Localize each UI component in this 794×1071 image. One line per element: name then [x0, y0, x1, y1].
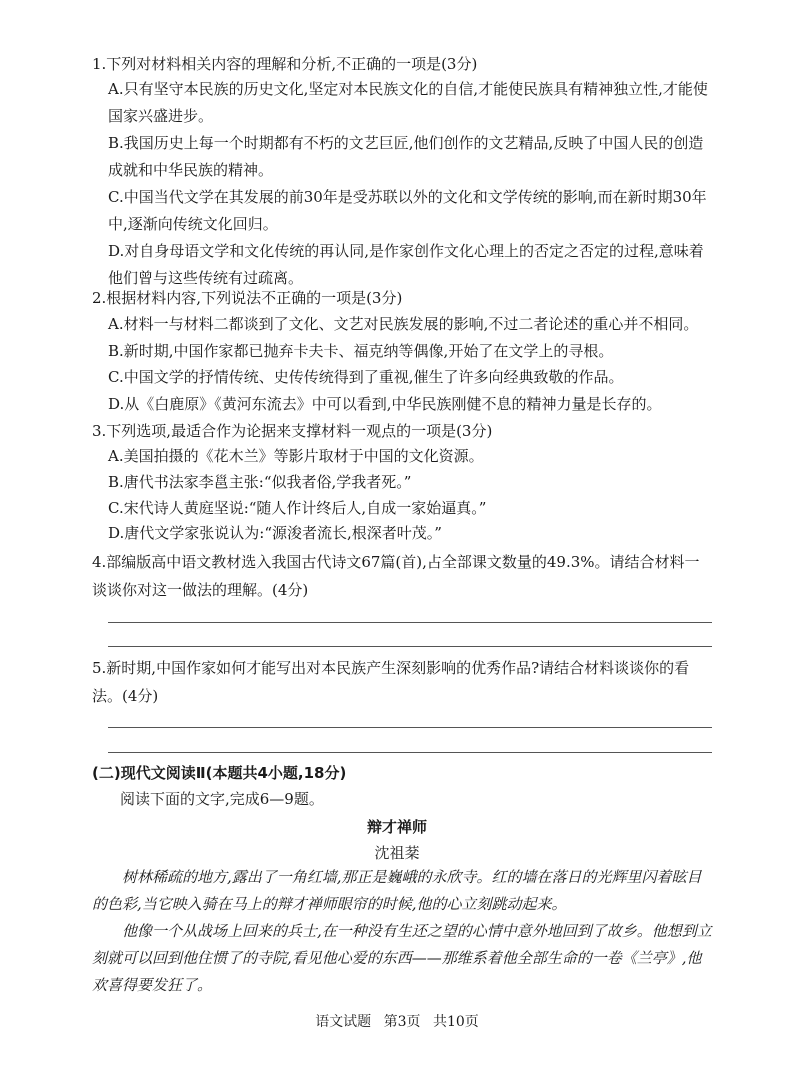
question-3-option-c: C.宋代诗人黄庭坚说:“随人作计终后人,自成一家始逼真。” — [108, 499, 487, 517]
question-1-stem: 1.下列对材料相关内容的理解和分析,不正确的一项是(3分) — [92, 55, 478, 73]
section-instruction: 阅读下面的文字,完成6—9题。 — [120, 790, 324, 808]
answer-line[interactable] — [108, 752, 712, 753]
question-4-stem: 4.部编版高中语文教材选入我国古代诗文67篇(首),占全部课文数量的49.3%。请结合材料一谈谈你对这一做法的理解。(4分) — [92, 553, 700, 599]
question-3-option-a: A.美国拍摄的《花木兰》等影片取材于中国的文化资源。 — [108, 447, 484, 465]
story-title: 辩才禅师 — [366, 818, 427, 836]
question-3-option-d: D.唐代文学家张说认为:“源浚者流长,根深者叶茂。” — [108, 524, 442, 542]
story-author: 沈祖棻 — [374, 844, 420, 862]
question-1-option-b: B.我国历史上每一个时期都有不朽的文艺巨匠,他们创作的文艺精品,反映了中国人民的创造成就和中华民族的精神。 — [108, 134, 704, 179]
question-2-option-a: A.材料一与材料二都谈到了文化、文艺对民族发展的影响,不过二者论述的重心并不相同。 — [108, 315, 699, 333]
question-3-stem: 3.下列选项,最适合作为论据来支撑材料一观点的一项是(3分) — [92, 422, 493, 440]
section-heading: (二)现代文阅读Ⅱ(本题共4小题,18分) — [92, 764, 347, 782]
question-2-option-d: D.从《白鹿原》《黄河东流去》中可以看到,中华民族刚健不息的精神力量是长存的。 — [108, 395, 662, 413]
question-1-option-c: C.中国当代文学在其发展的前30年是受苏联以外的文化和文学传统的影响,而在新时期30年中,逐渐向传统文化回归。 — [108, 188, 707, 233]
answer-line[interactable] — [108, 622, 712, 623]
question-2-stem: 2.根据材料内容,下列说法不正确的一项是(3分) — [92, 289, 403, 307]
question-2-option-b: B.新时期,中国作家都已抛弃卡夫卡、福克纳等偶像,开始了在文学上的寻根。 — [108, 342, 614, 360]
question-2-option-c: C.中国文学的抒情传统、史传传统得到了重视,催生了许多向经典致敬的作品。 — [108, 368, 624, 386]
answer-line[interactable] — [108, 727, 712, 728]
answer-line[interactable] — [108, 646, 712, 647]
question-5-stem: 5.新时期,中国作家如何才能写出对本民族产生深刻影响的优秀作品?请结合材料谈谈你的看法。(4分) — [92, 659, 690, 705]
page-footer: 语文试题 第3页 共10页 — [315, 1014, 479, 1030]
question-1-option-d: D.对自身母语文学和文化传统的再认同,是作家创作文化心理上的否定之否定的过程,意味着他们曾与这些传统有过疏离。 — [108, 242, 704, 287]
story-paragraph: 他像一个从战场上回来的兵士,在一种没有生还之望的心情中意外地回到了故乡。他想到立刻就可以回到他住惯了的寺院,看见他心爱的东西——那维系着他全部生命的一卷《兰亭》,他欢喜得要发狂了。 — [92, 922, 712, 994]
story-paragraph: 树林稀疏的地方,露出了一角红墙,那正是巍峨的永欣寺。红的墙在落日的光辉里闪着眩目的色彩,当它映入骑在马上的辩才禅师眼帘的时候,他的心立刻跳动起来。 — [92, 868, 702, 913]
question-3-option-b: B.唐代书法家李邕主张:“似我者俗,学我者死。” — [108, 473, 412, 491]
question-1-option-a: A.只有坚守本民族的历史文化,坚定对本民族文化的自信,才能使民族具有精神独立性,才能使国家兴盛进步。 — [108, 80, 708, 125]
